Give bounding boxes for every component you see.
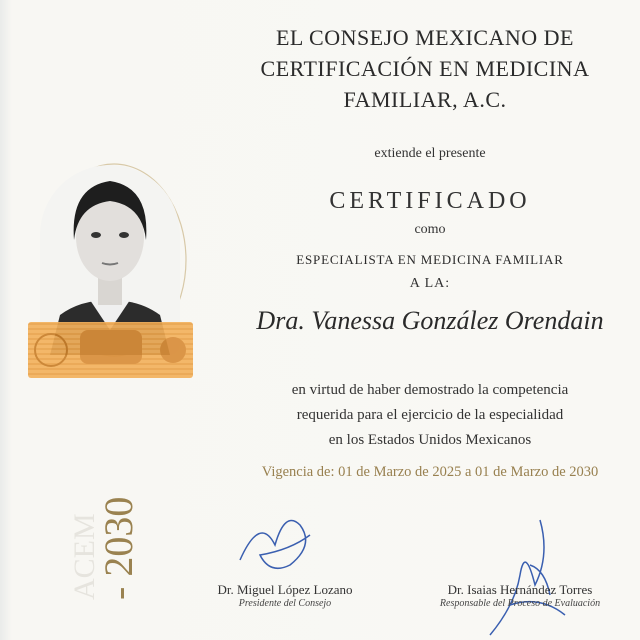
signatory-1 [200, 582, 370, 609]
signature-1 [230, 505, 330, 585]
signatory-2 [430, 582, 610, 609]
side-year: - 2030 [96, 496, 141, 600]
signatory-name: Dr. Miguel López Lozano [217, 582, 353, 597]
security-hologram [28, 322, 193, 378]
extends-text: extiende el presente [374, 146, 486, 161]
document-type: CERTIFICADO [329, 188, 531, 214]
body-line-1: en virtud de haber demostrado la competencia [291, 382, 569, 398]
embossed-seal-text: ACEM [68, 513, 101, 600]
issuer-line-1: EL CONSEJO MEXICANO DE [275, 25, 574, 50]
recipient-name: Dra. Vanessa González Orendain [256, 306, 604, 335]
issuer-line-2: CERTIFICACIÓN EN MEDICINA [260, 56, 590, 81]
signature-2 [470, 515, 580, 640]
validity-text: Vigencia de: 01 de Marzo de 2025 a 01 de Marzo de 2030 [261, 464, 599, 480]
specialty: ESPECIALISTA EN MEDICINA FAMILIAR [296, 252, 564, 267]
como-text: como [414, 222, 446, 237]
issuer-title [195, 22, 640, 115]
signatory-role: Presidente del Consejo [238, 598, 332, 609]
body-line-3: en los Estados Unidos Mexicanos [328, 432, 532, 448]
issuer-line-3: FAMILIAR, A.C. [343, 87, 507, 112]
body-text [200, 378, 640, 453]
signatory-name: Dr. Isaias Hernández Torres [447, 582, 593, 597]
a-la-text: A LA: [409, 276, 451, 291]
signatory-role: Responsable del Proceso de Evaluación [439, 598, 601, 609]
body-line-2: requerida para el ejercicio de la especialidad [296, 407, 564, 423]
